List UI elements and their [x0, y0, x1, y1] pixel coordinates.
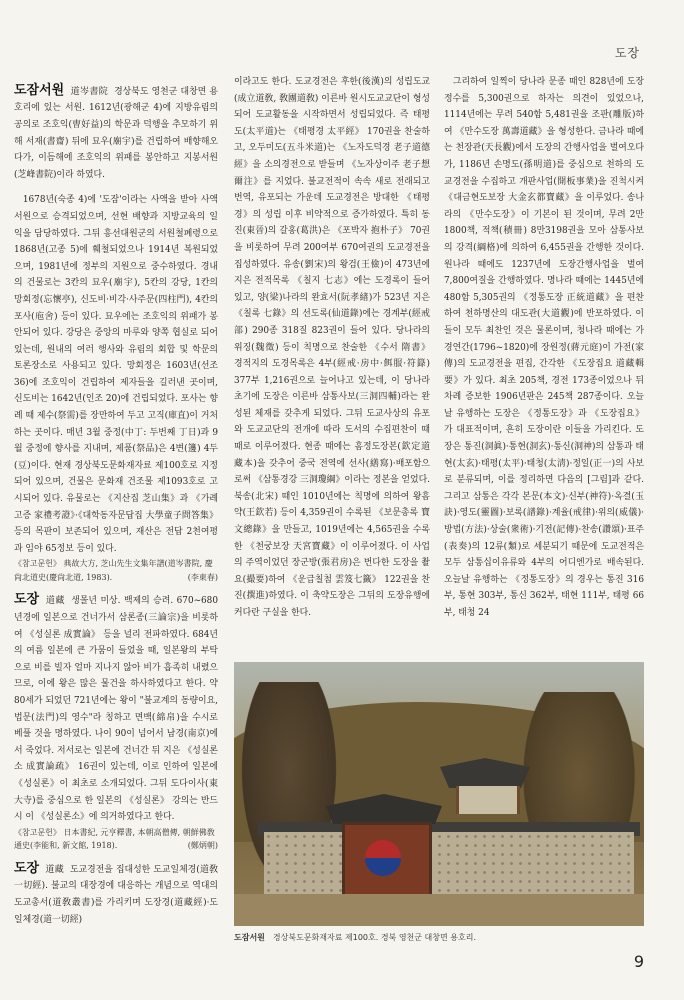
entry-hanja: 道藏: [45, 596, 66, 607]
entry-paragraph: 1678년(숙종 4)에 '도잠'이라는 사액을 받아 사액서원으로 승격되었으며, 선현 배향과 지방교육의 일익을 담당하였다. 그뒤 흥선대원군의 서원철폐령으로 1868년(고종 5)에 훼철되었으나 1914년 복원되었으며, 1981년에 정부의 지원으로 중수하였다. 경내의 건물로는 3칸의 묘우(廟宇), 5칸의 강당, 1칸의 망회정(忘懷亭), 신도비·비각·사주문(四柱門), 4칸의 포사(庖舍) 등이 있다. 묘우에는 조호익의 위패가 봉안되어 있다. 강당은 중앙의 마루와 양쪽 협실로 되어 있는데, 원내의 여러 행사와 유림의 회합 및 학문의 토론장소로 사용되고 있다. 망회정은 1603년(선조 36)에 조호익이 건립하여 제자들을 길러낸 곳이며, 신도비는 1642년(인조 20)에 건립되었다. 포사는 향례 때 제수(祭需)를 장만하여 두고 고직(庫直)이 거처하는 곳이다. 매년 3월 중정(中丁: 두번째 丁日)과 9월 중정에 향사를 지내며, 제품(祭品)은 4변(籩) 4두(豆)이다. 현재 경상북도문화재자료 제100호로 지정되어 있으며, 건물은 문화재 건조물 제1093호로 고시되어 있다. 유물로는 《지산집 芝山集》과 《가례고증 家禮考證》·《대학동자문답집 大學童子問答集》 등의 목판이 보존되어 있으며, 재산은 전답 2천여평과 임야 65정보 등이 있다.: [14, 195, 218, 554]
photo-shrine-hall: [456, 786, 520, 814]
entry-paragraph: 경상북도 영천군 대창면 용호리에 있는 서원. 1612년(광해군 4)에 지방유림의 공의로 조호익(曺好益)의 학문과 덕행을 추모하기 위해 서재(書齋) 뒤에 묘우(廟宇)를 건립하여 배향해오다가, 이듬해에 조호익의 위패를 봉안하고 지봉서원(芝峰書院)이라 하였다.: [14, 86, 218, 180]
entry-headword: 도장: [14, 860, 40, 876]
entry-hanja: 道岑書院: [70, 86, 109, 97]
entry-paragraph-part: 이라고도 한다. 도교경전은 후한(後漢)의 성립도교(成立道敎, 敎團道敎) 이른바 원시도교교단이 형성되어 도교활동을 시작하면서 성립되었다. 즉 태평도(太平道)는 《태평경 太平經》 170권을 찬술하고, 오두미도(五斗米道)는 《노자도덕경 老子道德經》을 소의경전으로 받들며 《노자상이주 老子想爾注》를 지었다. 불교전적이 속속 새로 전래되고 번역, 유포되는 가운데 도교경전은 방대한 《태평경》의 성립 이후 비약적으로 증가하였다. 특히 동진(東晉)의 갈홍(葛洪)은 《포박자 抱朴子》 70권을 비롯하여 무려 200여부 670여권의 도교경전을 집성하였다. 유송(劉宋)의 왕검(王儉)이 473년에 지은 전적목록 《칠지 七志》에는 도경록이 들어 있고, 양(梁)나라의 완효서(阮孝緖)가 523년 지은 《칠록 七錄》의 선도록(仙道錄)에는 경계부(經戒部) 290종 318질 823권이 들어 있다. 당나라의 위징(魏徵) 등이 칙명으로 찬술한 《수서 隋書》 경적지의 도경목록은 4부(經戒·房中·餌服·符籙) 377부 1,216권으로 늘어나고 있는데, 이 당나라 초기에 도장은 이른바 삼통사보(三洞四輔)라는 완성된 체재를 갖추게 되었다. 그뒤 도교사상의 유포와 도교교단의 전개에 따라 도서의 수집편찬이 때때로 이루어졌다. 현종 때에는 흠정도장본(欽定道藏本)을 갖추어 중국 전역에 선사(繕寫)·배포함으로써 《삼통경강 三洞瓊綱》이라는 정본을 얻었다. 북송(北宋) 때인 1010년에는 칙명에 의하여 왕흠약(王欽若) 등이 4,359권이 수록된 《보문총록 寶文總錄》을 만들고, 1019년에는 4,565권을 수록한 《천궁보장 天宮寶藏》이 이루어졌다. 이 사업의 주역이었던 장군방(張君房)은 번다한 도장을 촬요(撮要)하여 《운급칠첨 雲笈七籤》 122권을 찬진(撰進)하였다. 이 축약도장은 그뒤의 도장유행에 커다란 구실을 한다.: [234, 77, 430, 618]
entry-author: (鄭炳朝): [187, 841, 218, 851]
entry-paragraph: 생몰년 미상. 백제의 승려. 670~680년경에 일본으로 건너가서 삼론종(三論宗)을 비롯하여 《성실론 成實論》 등을 널리 전파하였다. 684년의 여름 일본에 큰 가뭄이 들었을 때, 일본왕의 부탁으로 비를 빌자 얼마 지나지 않아 비가 흡족히 내렸으므로, 이에 왕은 많은 물건을 하사하였다고 한다. 약 80세가 되었던 721년에는 왕이 "불교계의 동량이요, 법문(法門)의 영수"라 칭하고 면백(綿帛)을 수시로 베풀 것을 명하였다. 나이 90이 넘어서 남경(南京)에서 죽었다. 저서로는 일본에 건너간 뒤 지은 《성실론소 成實論疏》 16권이 있는데, 이로 인하여 일본에 《성실론》이 최초로 소개되었다. 그뒤 도다이사(東大寺)를 중심으로 한 일본의 《성실론》 강의는 반드시 이 《성실론소》에 의거하였다고 한다.: [14, 596, 218, 823]
entry-dojang-canon: [14, 861, 218, 928]
photo-stone-wall: [264, 832, 634, 894]
entry-headword: 도잠서원: [14, 82, 65, 98]
references-text: 《참고문헌》 日本書紀, 元亨釋書, 本朝高僧傳, 朝鮮佛敎通史(李能和, 新文館, 1918).: [14, 827, 215, 851]
entry-hanja: 道藏: [45, 864, 64, 875]
running-head: 도장: [614, 46, 640, 60]
taegeuk-emblem-icon: [365, 840, 401, 876]
caption-title: 도잠서원: [234, 933, 265, 942]
entry-references: [14, 826, 218, 853]
column-right: [444, 74, 644, 654]
page-number: 9: [633, 952, 644, 971]
entry-dojang-monk: [14, 592, 218, 852]
entry-references: [14, 557, 218, 584]
entry-dojam-seowon: [14, 83, 218, 585]
entry-headword: 도장: [14, 592, 40, 608]
entry-paragraph-part: 도교경전을 집대성한 도교일체경(道敎一切經). 불교의 대장경에 대응하는 개념으로 역대의 도교총서(道敎叢書)를 가리키며 도장경(道藏經)·도일체경(道一切經): [14, 864, 218, 925]
seowon-photo: [234, 662, 644, 926]
photo-ground: [234, 894, 644, 926]
entry-author: (李東春): [187, 572, 218, 582]
photo-caption: [234, 932, 644, 943]
entry-paragraph: 그리하여 일찍이 당나라 문종 때인 828년에 도장정수를 5,300권으로 하자는 의견이 있었으나, 1114년에는 무려 540함 5,481권을 조판(雕版)하여 《만수도장 萬壽道藏》을 형성한다. 금나라 때에는 천장관(天長觀)에서 도장의 간행사업을 벌여오다가, 1186년 손명도(孫明道)를 중심으로 천하의 도교경전을 수집하고 개판사업(開板事業)을 진척시켜 《대금현도보장 大金玄都寶藏》을 이루었다. 송나라의 《만수도장》이 기본이 된 것이며, 무려 2만1800책, 적책(積冊) 8만3198권을 모아 삼통사보의 강격(綱格)에 의하여 6,455권을 간행한 것이다. 원나라 때에도 1237년에 도장간행사업을 벌여 7,800여질을 간행하였다. 명나라 때에는 1445년에 480함 5,305권의 《정통도장 正統道藏》을 편찬하여 천하명산의 대도관(大道觀)에 반포하였다. 이들이 모두 최찬인 것은 물론이며, 청나라 때에는 가경연간(1796~1820)에 장원정(蔣元庭)이 가전(家傳)의 도교경전을 편집, 간각한 《도장집요 道藏輯要》가 있다. 최초 205책, 경전 173종이었으나 뒤 차례 증보한 1906년판은 245책 287종이다. 오늘날 유행하는 도장은 《정통도장》과 《도장집요》가 대표적이며, 흔히 도장이란 이들을 가리킨다. 도장은 통진(洞眞)·통현(洞玄)·통신(洞神)의 삼통과 태현(太玄)·태평(太平)·태청(太淸)·정일(正一)의 사보로 분류되며, 이를 정리하면 다음의 [그림]과 같다. 그리고 삼통은 각각 본문(本文)·신부(神符)·옥결(玉訣)·영도(靈圖)·보록(譜錄)·계율(戒律)·위의(威儀)·방법(方法)·상술(衆術)·기전(記傳)·찬송(讚頌)·표주(表奏)의 12류(類)로 세분되기 때문에 도교전적은 모두 삼통십이유류와 4부의 어디엔가로 배속된다. 오늘날 유행하는 《정통도장》의 경우는 통진 316부, 통현 303부, 통신 362부, 태현 111부, 태평 66부, 태청 24: [444, 77, 644, 618]
column-left: [14, 74, 218, 954]
column-middle: [234, 74, 430, 654]
caption-text: 경상북도문화재자료 제100호. 경북 영천군 대창면 용호리.: [272, 933, 477, 942]
references-text: 《참고문헌》 典故大方, 芝山先生文集年譜(道岑書院, 慶尙北道史(慶尙北道, 1983).: [14, 559, 213, 582]
